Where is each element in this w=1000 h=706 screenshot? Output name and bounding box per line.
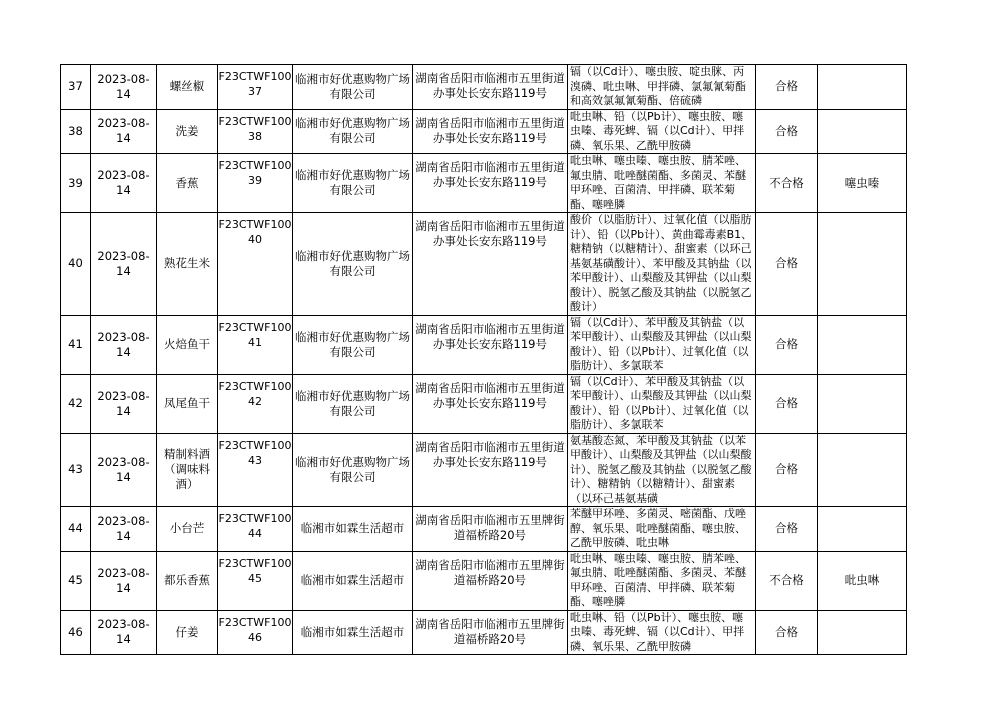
- sample-name: 熟花生米: [157, 213, 218, 316]
- seller-address: 湖南省岳阳市临湘市五里街道办事处长安东路119号: [413, 315, 568, 374]
- result: 合格: [756, 433, 818, 507]
- failed-item: 噻虫嗪: [818, 154, 907, 213]
- sampling-date: 2023-08-14: [91, 551, 157, 610]
- seller-name: 临湘市好优惠购物广场有限公司: [293, 433, 413, 507]
- result: 合格: [756, 610, 818, 655]
- result: 合格: [756, 213, 818, 316]
- sampling-date: 2023-08-14: [91, 213, 157, 316]
- test-items: 酸价（以脂肪计）、过氧化值（以脂肪计）、铅（以Pb计）、黄曲霉毒素B1、糖精钠（以糖精计）、甜蜜素（以环己基氨基磺酸计）、苯甲酸及其钠盐（以苯甲酸计）、山梨酸及其钾盐（以山梨酸计）、脱氢乙酸及其钠盐（以脱氢乙酸计）: [568, 213, 756, 316]
- sample-name: 仔姜: [157, 610, 218, 655]
- row-number: 40: [61, 213, 91, 316]
- sample-code: F23CTWF10039: [218, 154, 293, 213]
- sample-name: 凤尾鱼干: [157, 374, 218, 433]
- sample-name: 精制料酒（调味料酒）: [157, 433, 218, 507]
- seller-address: 湖南省岳阳市临湘市五里牌街道福桥路20号: [413, 551, 568, 610]
- sampling-date: 2023-08-14: [91, 507, 157, 552]
- sample-name: 螺丝椒: [157, 65, 218, 110]
- result: 不合格: [756, 154, 818, 213]
- row-number: 39: [61, 154, 91, 213]
- seller-name: 临湘市好优惠购物广场有限公司: [293, 213, 413, 316]
- failed-item: [818, 315, 907, 374]
- row-number: 46: [61, 610, 91, 655]
- sample-code: F23CTWF10044: [218, 507, 293, 552]
- test-items: 镉（以Cd计）、苯甲酸及其钠盐（以苯甲酸计）、山梨酸及其钾盐（以山梨酸计）、铅（以Pb计）、过氧化值（以脂肪计）、多氯联苯: [568, 374, 756, 433]
- test-items: 吡虫啉、铅（以Pb计）、噻虫胺、噻虫嗪、毒死蜱、镉（以Cd计）、甲拌磷、氧乐果、乙酰甲胺磷: [568, 109, 756, 154]
- sample-code: F23CTWF10043: [218, 433, 293, 507]
- seller-name: 临湘市好优惠购物广场有限公司: [293, 154, 413, 213]
- failed-item: [818, 213, 907, 316]
- seller-name: 临湘市好优惠购物广场有限公司: [293, 65, 413, 110]
- table-row: [61, 610, 907, 655]
- table-row: [61, 374, 907, 433]
- sample-name: 香蕉: [157, 154, 218, 213]
- failed-item: [818, 374, 907, 433]
- table-row: [61, 315, 907, 374]
- test-items: 吡虫啉、噻虫嗪、噻虫胺、腈苯唑、氟虫腈、吡唑醚菌酯、多菌灵、苯醚甲环唑、百菌清、甲拌磷、联苯菊酯、噻唑膦: [568, 154, 756, 213]
- result: 合格: [756, 109, 818, 154]
- seller-address: 湖南省岳阳市临湘市五里牌街道福桥路20号: [413, 610, 568, 655]
- seller-name: 临湘市如霖生活超市: [293, 551, 413, 610]
- seller-address: 湖南省岳阳市临湘市五里街道办事处长安东路119号: [413, 433, 568, 507]
- table-row: [61, 213, 907, 316]
- failed-item: [818, 65, 907, 110]
- test-items: 吡虫啉、噻虫嗪、噻虫胺、腈苯唑、氟虫腈、吡唑醚菌酯、多菌灵、苯醚甲环唑、百菌清、甲拌磷、联苯菊酯、噻唑膦: [568, 551, 756, 610]
- seller-name: 临湘市好优惠购物广场有限公司: [293, 374, 413, 433]
- inspection-table: [60, 64, 907, 655]
- sample-name: 洗姜: [157, 109, 218, 154]
- seller-address: 湖南省岳阳市临湘市五里牌街道福桥路20号: [413, 507, 568, 552]
- sampling-date: 2023-08-14: [91, 109, 157, 154]
- sample-code: F23CTWF10038: [218, 109, 293, 154]
- sample-name: 小台芒: [157, 507, 218, 552]
- failed-item: [818, 507, 907, 552]
- seller-address: 湖南省岳阳市临湘市五里街道办事处长安东路119号: [413, 213, 568, 316]
- seller-name: 临湘市好优惠购物广场有限公司: [293, 315, 413, 374]
- table-row: [61, 109, 907, 154]
- table-row: [61, 154, 907, 213]
- sample-code: F23CTWF10042: [218, 374, 293, 433]
- sample-code: F23CTWF10037: [218, 65, 293, 110]
- sampling-date: 2023-08-14: [91, 433, 157, 507]
- row-number: 42: [61, 374, 91, 433]
- test-items: 吡虫啉、铅（以Pb计）、噻虫胺、噻虫嗪、毒死蜱、镉（以Cd计）、甲拌磷、氧乐果、乙酰甲胺磷: [568, 610, 756, 655]
- row-number: 41: [61, 315, 91, 374]
- row-number: 44: [61, 507, 91, 552]
- sample-name: 火焙鱼干: [157, 315, 218, 374]
- result: 合格: [756, 507, 818, 552]
- seller-address: 湖南省岳阳市临湘市五里街道办事处长安东路119号: [413, 65, 568, 110]
- sampling-date: 2023-08-14: [91, 65, 157, 110]
- test-items: 镉（以Cd计）、噻虫胺、啶虫脒、丙溴磷、吡虫啉、甲拌磷、氯氟氰菊酯和高效氯氟氰菊酯、倍硫磷: [568, 65, 756, 110]
- sample-code: F23CTWF10041: [218, 315, 293, 374]
- sample-code: F23CTWF10046: [218, 610, 293, 655]
- test-items: 氨基酸态氮、苯甲酸及其钠盐（以苯甲酸计）、山梨酸及其钾盐（以山梨酸计）、脱氢乙酸及其钠盐（以脱氢乙酸计）、糖精钠（以糖精计）、甜蜜素（以环己基氨基磺: [568, 433, 756, 507]
- result: 不合格: [756, 551, 818, 610]
- row-number: 45: [61, 551, 91, 610]
- sample-code: F23CTWF10040: [218, 213, 293, 316]
- table-row: [61, 507, 907, 552]
- sampling-date: 2023-08-14: [91, 154, 157, 213]
- failed-item: 吡虫啉: [818, 551, 907, 610]
- sampling-date: 2023-08-14: [91, 610, 157, 655]
- failed-item: [818, 109, 907, 154]
- result: 合格: [756, 315, 818, 374]
- inspection-table-page: [60, 64, 907, 655]
- test-items: 苯醚甲环唑、多菌灵、嘧菌酯、戊唑醇、氧乐果、吡唑醚菌酯、噻虫胺、乙酰甲胺磷、吡虫啉: [568, 507, 756, 552]
- sample-name: 都乐香蕉: [157, 551, 218, 610]
- result: 合格: [756, 65, 818, 110]
- seller-address: 湖南省岳阳市临湘市五里街道办事处长安东路119号: [413, 374, 568, 433]
- sampling-date: 2023-08-14: [91, 315, 157, 374]
- seller-name: 临湘市好优惠购物广场有限公司: [293, 109, 413, 154]
- row-number: 38: [61, 109, 91, 154]
- test-items: 镉（以Cd计）、苯甲酸及其钠盐（以苯甲酸计）、山梨酸及其钾盐（以山梨酸计）、铅（以Pb计）、过氧化值（以脂肪计）、多氯联苯: [568, 315, 756, 374]
- seller-name: 临湘市如霖生活超市: [293, 507, 413, 552]
- seller-name: 临湘市如霖生活超市: [293, 610, 413, 655]
- failed-item: [818, 610, 907, 655]
- seller-address: 湖南省岳阳市临湘市五里街道办事处长安东路119号: [413, 154, 568, 213]
- sample-code: F23CTWF10045: [218, 551, 293, 610]
- table-row: [61, 551, 907, 610]
- sampling-date: 2023-08-14: [91, 374, 157, 433]
- result: 合格: [756, 374, 818, 433]
- row-number: 43: [61, 433, 91, 507]
- seller-address: 湖南省岳阳市临湘市五里街道办事处长安东路119号: [413, 109, 568, 154]
- table-row: [61, 65, 907, 110]
- table-row: [61, 433, 907, 507]
- row-number: 37: [61, 65, 91, 110]
- failed-item: [818, 433, 907, 507]
